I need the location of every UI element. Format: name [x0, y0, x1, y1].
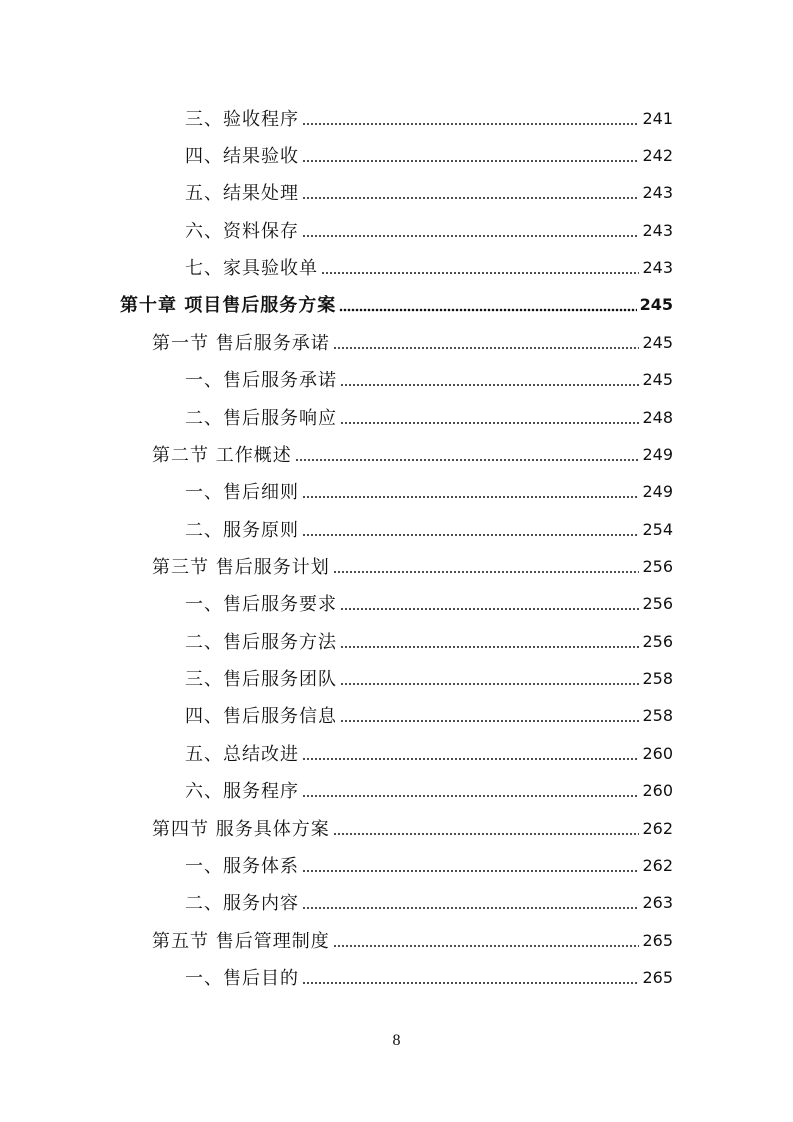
toc-leader-dots [302, 122, 639, 126]
toc-entry-title: 第二节 工作概述 [152, 445, 292, 466]
toc-entry-title: 一、售后目的 [185, 968, 299, 989]
toc-leader-dots [339, 308, 636, 312]
toc-entry-title: 三、验收程序 [185, 109, 299, 130]
toc-entry-page: 245 [642, 332, 673, 352]
toc-leader-dots [333, 570, 640, 574]
toc-leader-dots [302, 196, 639, 200]
toc-leader-dots [302, 533, 639, 537]
toc-entry-page: 254 [642, 519, 673, 539]
toc-entry-title: 一、售后服务承诺 [185, 370, 337, 391]
toc-entry[interactable] [185, 847, 673, 883]
toc-entry-title: 一、服务体系 [185, 856, 299, 877]
toc-entry-page: 265 [642, 967, 673, 987]
toc-section-entry[interactable] [152, 548, 673, 584]
toc-entry-title: 第十章 项目售后服务方案 [120, 295, 337, 316]
toc-entry[interactable] [185, 735, 673, 771]
toc-entry-page: 262 [642, 855, 673, 875]
toc-entry-title: 二、服务原则 [185, 520, 299, 541]
toc-entry[interactable] [185, 249, 673, 285]
page-number-footer: 8 [392, 1032, 401, 1049]
toc-entry[interactable] [185, 361, 673, 397]
toc-entry[interactable] [185, 697, 673, 733]
toc-entry-title: 二、售后服务方法 [185, 632, 337, 653]
toc-leader-dots [302, 794, 639, 798]
toc-entry-page: 243 [642, 182, 673, 202]
toc-leader-dots [302, 906, 639, 910]
toc-entry-page: 249 [642, 444, 673, 464]
toc-entry[interactable] [185, 884, 673, 920]
toc-entry-page: 265 [642, 930, 673, 950]
toc-entry-page: 260 [642, 743, 673, 763]
toc-entry[interactable] [185, 174, 673, 210]
toc-leader-dots [302, 981, 639, 985]
toc-entry-page: 262 [642, 818, 673, 838]
toc-section-entry[interactable] [152, 324, 673, 360]
toc-entry-page: 258 [642, 668, 673, 688]
toc-entry-page: 256 [642, 593, 673, 613]
toc-entry-page: 256 [642, 556, 673, 576]
toc-leader-dots [302, 869, 639, 873]
toc-entry[interactable] [185, 100, 673, 136]
toc-entry-title: 三、售后服务团队 [185, 669, 337, 690]
toc-leader-dots [340, 645, 639, 649]
toc-entry-page: 248 [642, 407, 673, 427]
toc-entry[interactable] [185, 585, 673, 621]
toc-entry-title: 第五节 售后管理制度 [152, 931, 330, 952]
toc-entry-title: 四、售后服务信息 [185, 706, 337, 727]
toc-entry[interactable] [185, 473, 673, 509]
toc-entry-page: 258 [642, 705, 673, 725]
toc-section-entry[interactable] [152, 436, 673, 472]
toc-entry-title: 二、服务内容 [185, 893, 299, 914]
toc-entry[interactable] [185, 772, 673, 808]
toc-leader-dots [333, 944, 640, 948]
toc-leader-dots [340, 682, 639, 686]
toc-entry[interactable] [185, 660, 673, 696]
toc-entry-title: 五、总结改进 [185, 744, 299, 765]
toc-leader-dots [340, 383, 639, 387]
toc-section-entry[interactable] [152, 810, 673, 846]
toc-leader-dots [340, 607, 639, 611]
toc-entry-title: 一、售后细则 [185, 482, 299, 503]
toc-entry-page: 263 [642, 892, 673, 912]
toc-entry-title: 二、售后服务响应 [185, 408, 337, 429]
toc-leader-dots [333, 832, 640, 836]
toc-entry-title: 第三节 售后服务计划 [152, 557, 330, 578]
toc-leader-dots [302, 757, 639, 761]
toc-entry-title: 四、结果验收 [185, 146, 299, 167]
toc-entry[interactable] [185, 212, 673, 248]
toc-leader-dots [302, 495, 639, 499]
toc-entry[interactable] [185, 959, 673, 995]
toc-entry-title: 第四节 服务具体方案 [152, 819, 330, 840]
toc-leader-dots [321, 271, 639, 275]
toc-entry-page: 249 [642, 481, 673, 501]
toc-leader-dots [302, 159, 639, 163]
toc-entry-title: 六、服务程序 [185, 781, 299, 802]
toc-entry[interactable] [185, 511, 673, 547]
toc-entry-page: 243 [642, 257, 673, 277]
toc-chapter-entry[interactable] [120, 286, 673, 322]
toc-leader-dots [340, 719, 639, 723]
toc-entry-page: 243 [642, 220, 673, 240]
toc-entry-page: 256 [642, 631, 673, 651]
toc-entry-title: 六、资料保存 [185, 221, 299, 242]
toc-entry-page: 241 [642, 108, 673, 128]
toc-leader-dots [302, 234, 639, 238]
toc-entry-title: 五、结果处理 [185, 183, 299, 204]
toc-entry-page: 260 [642, 780, 673, 800]
toc-entry[interactable] [185, 399, 673, 435]
toc-entry-title: 一、售后服务要求 [185, 594, 337, 615]
toc-entry-page: 242 [642, 145, 673, 165]
toc-entry-title: 第一节 售后服务承诺 [152, 333, 330, 354]
toc-entry-page: 245 [639, 294, 673, 314]
toc-leader-dots [340, 421, 639, 425]
toc-section-entry[interactable] [152, 922, 673, 958]
toc-leader-dots [333, 346, 640, 350]
toc-leader-dots [295, 458, 640, 462]
toc-entry[interactable] [185, 137, 673, 173]
toc-entry-page: 245 [642, 369, 673, 389]
toc-entry-title: 七、家具验收单 [185, 258, 318, 279]
toc-entry[interactable] [185, 623, 673, 659]
